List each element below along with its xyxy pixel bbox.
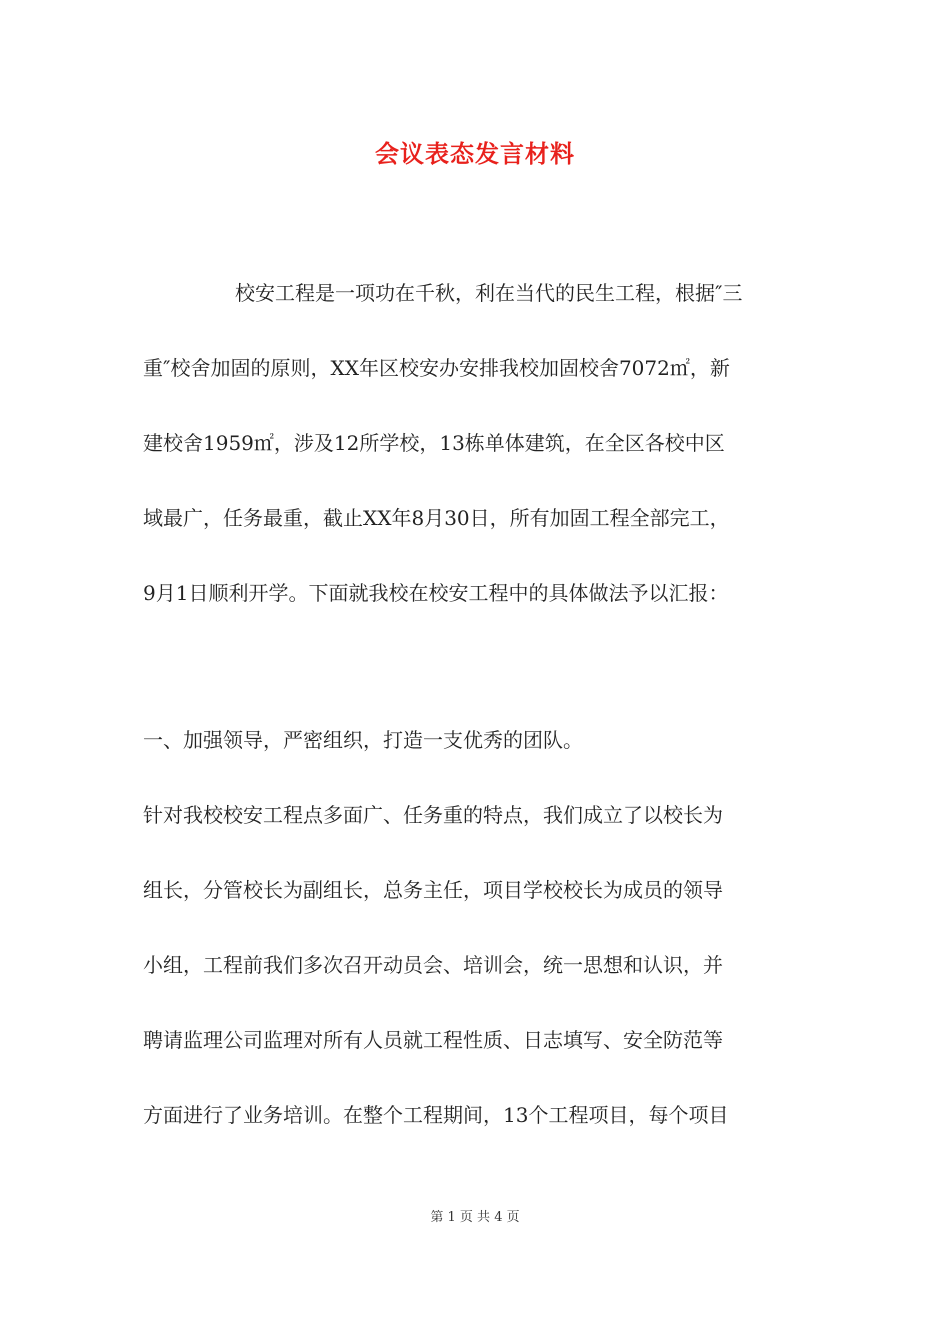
section-1-line-4: 聘请监理公司监理对所有人员就工程性质、日志填写、安全防范等 <box>143 1028 723 1052</box>
intro-line-5: 9月1日顺利开学。下面就我校在校安工程中的具体做法予以汇报： <box>143 581 729 605</box>
section-1-line-2: 组长，分管校长为副组长，总务主任，项目学校校长为成员的领导 <box>143 878 723 902</box>
section-1-line-1: 针对我校校安工程点多面广、任务重的特点，我们成立了以校长为 <box>143 803 723 827</box>
page-number-footer: 第 1 页 共 4 页 <box>430 1210 520 1225</box>
section-1-line-5: 方面进行了业务培训。在整个工程期间，13个工程项目，每个项目 <box>143 1103 729 1127</box>
intro-line-2: 重″校舍加固的原则，XX年区校安办安排我校加固校舍7072㎡，新 <box>143 356 730 380</box>
section-1-line-3: 小组，工程前我们多次召开动员会、培训会，统一思想和认识，并 <box>143 953 723 977</box>
section-1-heading: 一、加强领导，严密组织，打造一支优秀的团队。 <box>143 728 583 752</box>
intro-line-4: 域最广，任务最重，截止XX年8月30日，所有加固工程全部完工， <box>143 506 730 530</box>
intro-line-3: 建校舍1959㎡，涉及12所学校，13栋单体建筑，在全区各校中区 <box>143 431 725 455</box>
intro-line-1: 校安工程是一项功在千秋，利在当代的民生工程，根据″三 <box>235 281 743 305</box>
document-title: 会议表态发言材料 <box>375 139 575 168</box>
